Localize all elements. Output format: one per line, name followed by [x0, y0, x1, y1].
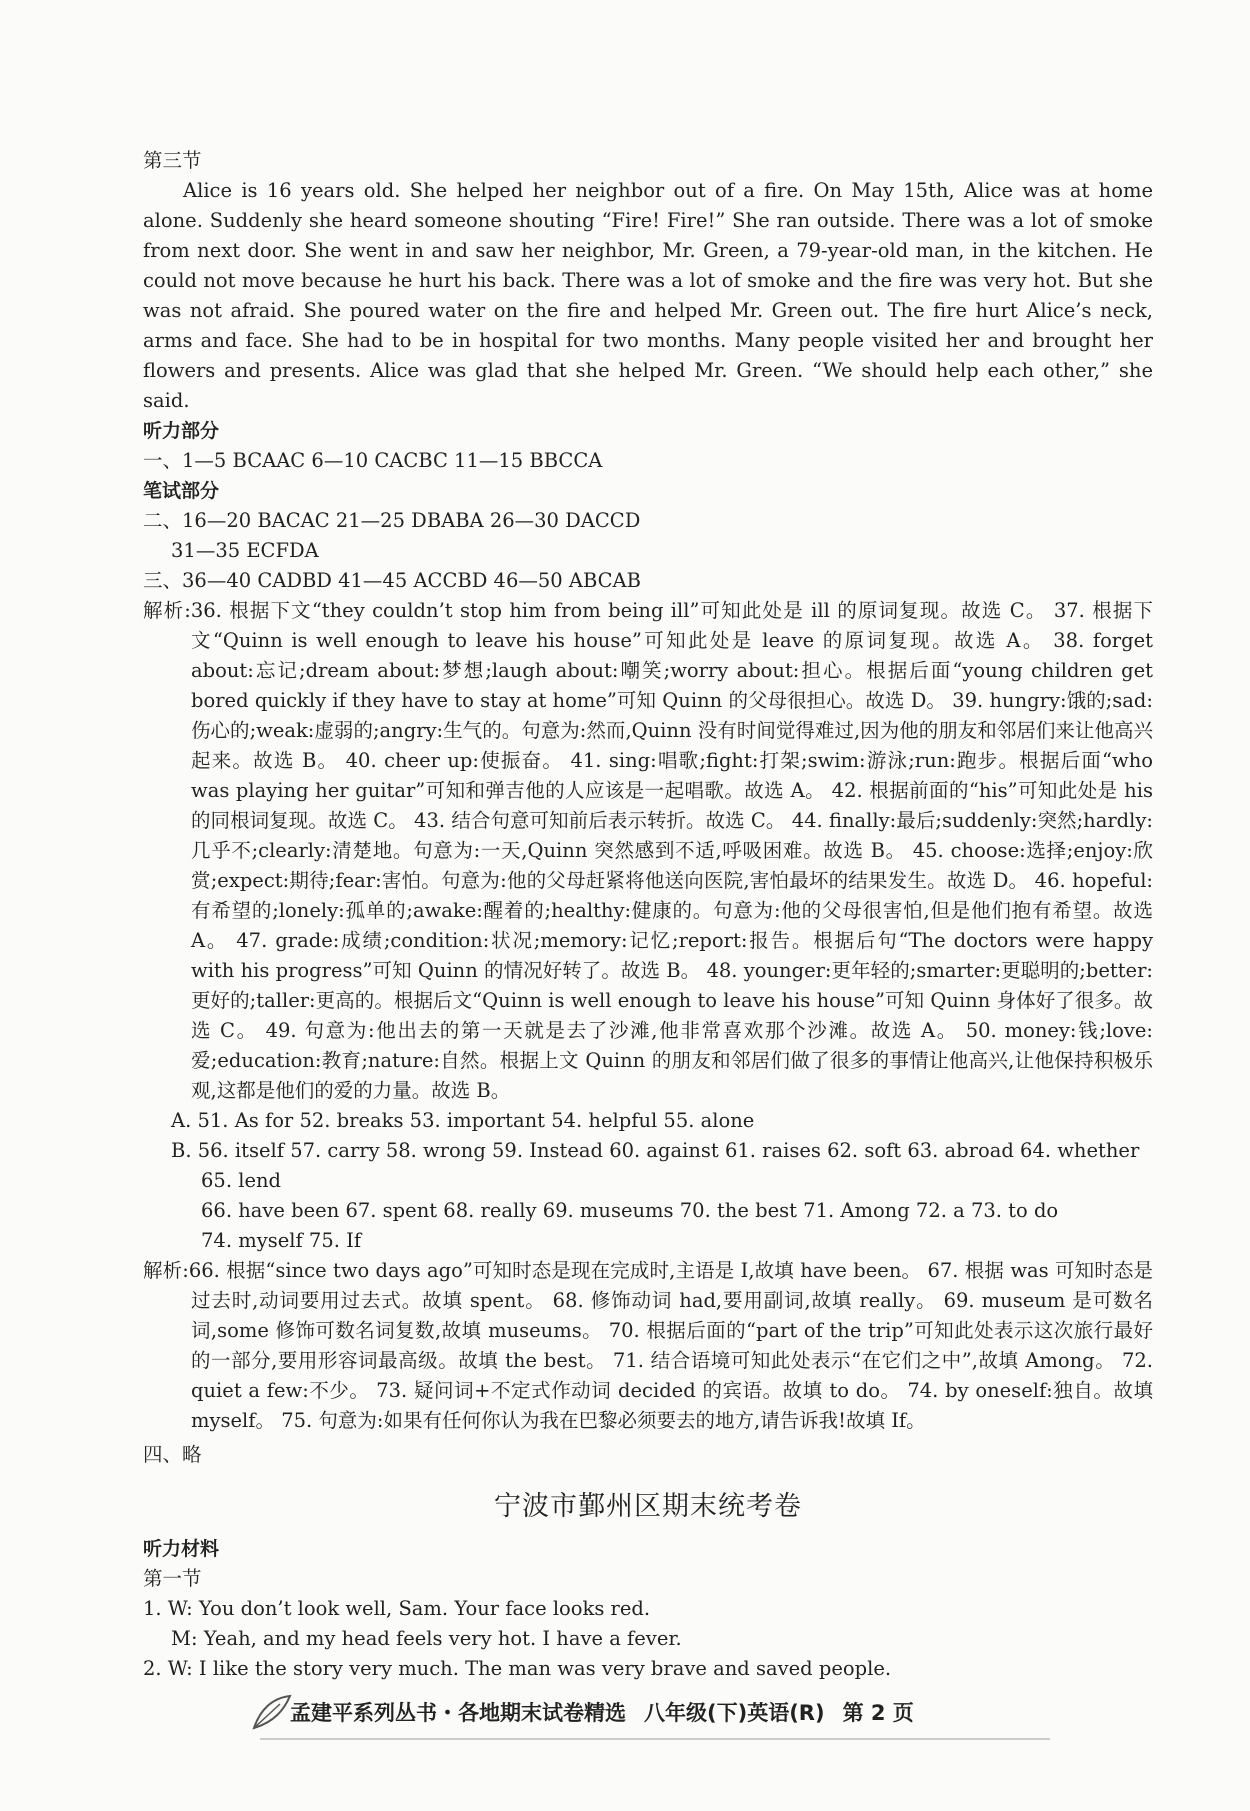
footer-page-number: 第 2 页: [842, 1701, 914, 1725]
written-heading: 笔试部分: [143, 480, 220, 502]
answer-line-1: 一、1—5 BCAAC 6—10 CACBC 11—15 BBCCA: [143, 449, 603, 472]
section-heading: 第三节: [143, 149, 202, 172]
page-footer: [260, 1688, 1050, 1740]
document-page: [143, 146, 1153, 1684]
answer-line-b3: 66. have been 67. spent 68. really 69. museums 70. the best 71. Among 72. a 73. to do: [201, 1199, 1059, 1222]
exam-title: 宁波市鄞州区期末统考卷: [494, 1491, 802, 1522]
answer-line-b4: 74. myself 75. If: [201, 1229, 362, 1252]
footer-series: 孟建平系列丛书・各地期末试卷精选: [290, 1701, 626, 1725]
answer-line-2b: 31—35 ECFDA: [171, 539, 319, 562]
answer-line-b1: B. 56. itself 57. carry 58. wrong 59. Instead 60. against 61. raises 62. soft 63. abroad 64. whether: [171, 1139, 1140, 1162]
dialogue-1-m: M: Yeah, and my head feels very hot. I have a fever.: [171, 1627, 682, 1650]
answer-line-a: A. 51. As for 52. breaks 53. important 54. helpful 55. alone: [171, 1109, 755, 1132]
listening-heading: 听力部分: [143, 420, 220, 442]
answer-line-b2: 65. lend: [201, 1169, 282, 1192]
answer-line-2a: 二、16—20 BACAC 21—25 DBABA 26—30 DACCD: [143, 509, 641, 532]
passage-text: Alice is 16 years old. She helped her neighbor out of a fire. On May 15th, Alice was at home alone. Suddenly she heard someone shouting “Fire! Fire!” She ran outside. There was a lot of smoke from next door. She went in and saw her neighbor, Mr. Green, a 79-year-old man, in the kitchen. He could not move because he hurt his back. There was a lot of smoke and the fire was very hot. But she was not afraid. She poured water on the fire and helped Mr. Green out. The fire hurt Alice’s neck, arms and face. She had to be in hospital for two months. Many people visited her and brought her flowers and presents. Alice was glad that she helped Mr. Green. “We should help each other,” she said.: [143, 179, 1153, 412]
explanation-cloze: 解析:36. 根据下文“they couldn’t stop him from being ill”可知此处是 ill 的原词复现。故选 C。 37. 根据下文“Quinn is well enough to leave his house”可知此处是 leave 的原词复现。故选 A。 38. forget about:忘记;dream about:梦想;laugh about:嘲笑;worry about:担心。根据后面“young children get bored quickly if they have to stay at home”可知 Quinn 的父母很担心。故选 D。 39. hungry:饿的;sad:伤心的;weak:虚弱的;angry:生气的。句意为:然而,Quinn 没有时间觉得难过,因为他的朋友和邻居们来让他高兴起来。故选 B。 40. cheer up:使振奋。 41. sing:唱歌;fight:打架;swim:游泳;run:跑步。根据后面“who was playing her guitar”可知和弹吉他的人应该是一起唱歌。故选 A。 42. 根据前面的“his”可知此处是 his 的同根词复现。故选 C。 43. 结合句意可知前后表示转折。故选 C。 44. finally:最后;suddenly:突然;hardly:几乎不;clearly:清楚地。句意为:一天,Quinn 突然感到不适,呼吸困难。故选 B。 45. choose:选择;enjoy:欣赏;expect:期待;fear:害怕。句意为:他的父母赶紧将他送向医院,害怕最坏的结果发生。故选 D。 46. hopeful:有希望的;lonely:孤单的;awake:醒着的;healthy:健康的。句意为:他的父母很害怕,但是他们抱有希望。故选 A。 47. grade:成绩;condition:状况;memory:记忆;report:报告。根据后句“The doctors were happy with his progress”可知 Quinn 的情况好转了。故选 B。 48. younger:更年轻的;smarter:更聪明的;better:更好的;taller:更高的。根据后文“Quinn is well enough to leave his house”可知 Quinn 身体好了很多。故选 C。 49. 句意为:他出去的第一天就是去了沙滩,他非常喜欢那个沙滩。故选 A。 50. money:钱;love:爱;education:教育;nature:自然。根据上文 Quinn 的朋友和邻居们做了很多的事情让他高兴,让他保持积极乐观,这都是他们的爱的力量。故选 B。: [143, 599, 1153, 1102]
footer-grade: 八年级(下)英语(R): [644, 1701, 825, 1725]
dialogue-1-w: 1. W: You don’t look well, Sam. Your face looks red.: [143, 1597, 651, 1620]
dialogue-2-w: 2. W: I like the story very much. The man was very brave and saved people.: [143, 1657, 892, 1680]
explanation-fill: 解析:66. 根据“since two days ago”可知时态是现在完成时,主语是 I,故填 have been。 67. 根据 was 可知时态是过去时,动词要用过去式。故填 spent。 68. 修饰动词 had,要用副词,故填 really。 69. museum 是可数名词,some 修饰可数名词复数,故填 museums。 70. 根据后面的“part of the trip”可知此处表示这次旅行最好的一部分,要用形容词最高级。故填 the best。 71. 结合语境可知此处表示“在它们之中”,故填 Among。 72. quiet a few:不少。 73. 疑问词+不定式作动词 decided 的宾语。故填 to do。 74. by oneself:独自。故填 myself。 75. 句意为:如果有任何你认为我在巴黎必须要去的地方,请告诉我!故填 If。: [143, 1259, 1153, 1432]
listening-material-heading: 听力材料: [143, 1538, 220, 1560]
section-four: 四、略: [143, 1443, 202, 1466]
answer-line-3: 三、36—40 CADBD 41—45 ACCBD 46—50 ABCAB: [143, 569, 641, 592]
section-one-heading: 第一节: [143, 1567, 202, 1590]
